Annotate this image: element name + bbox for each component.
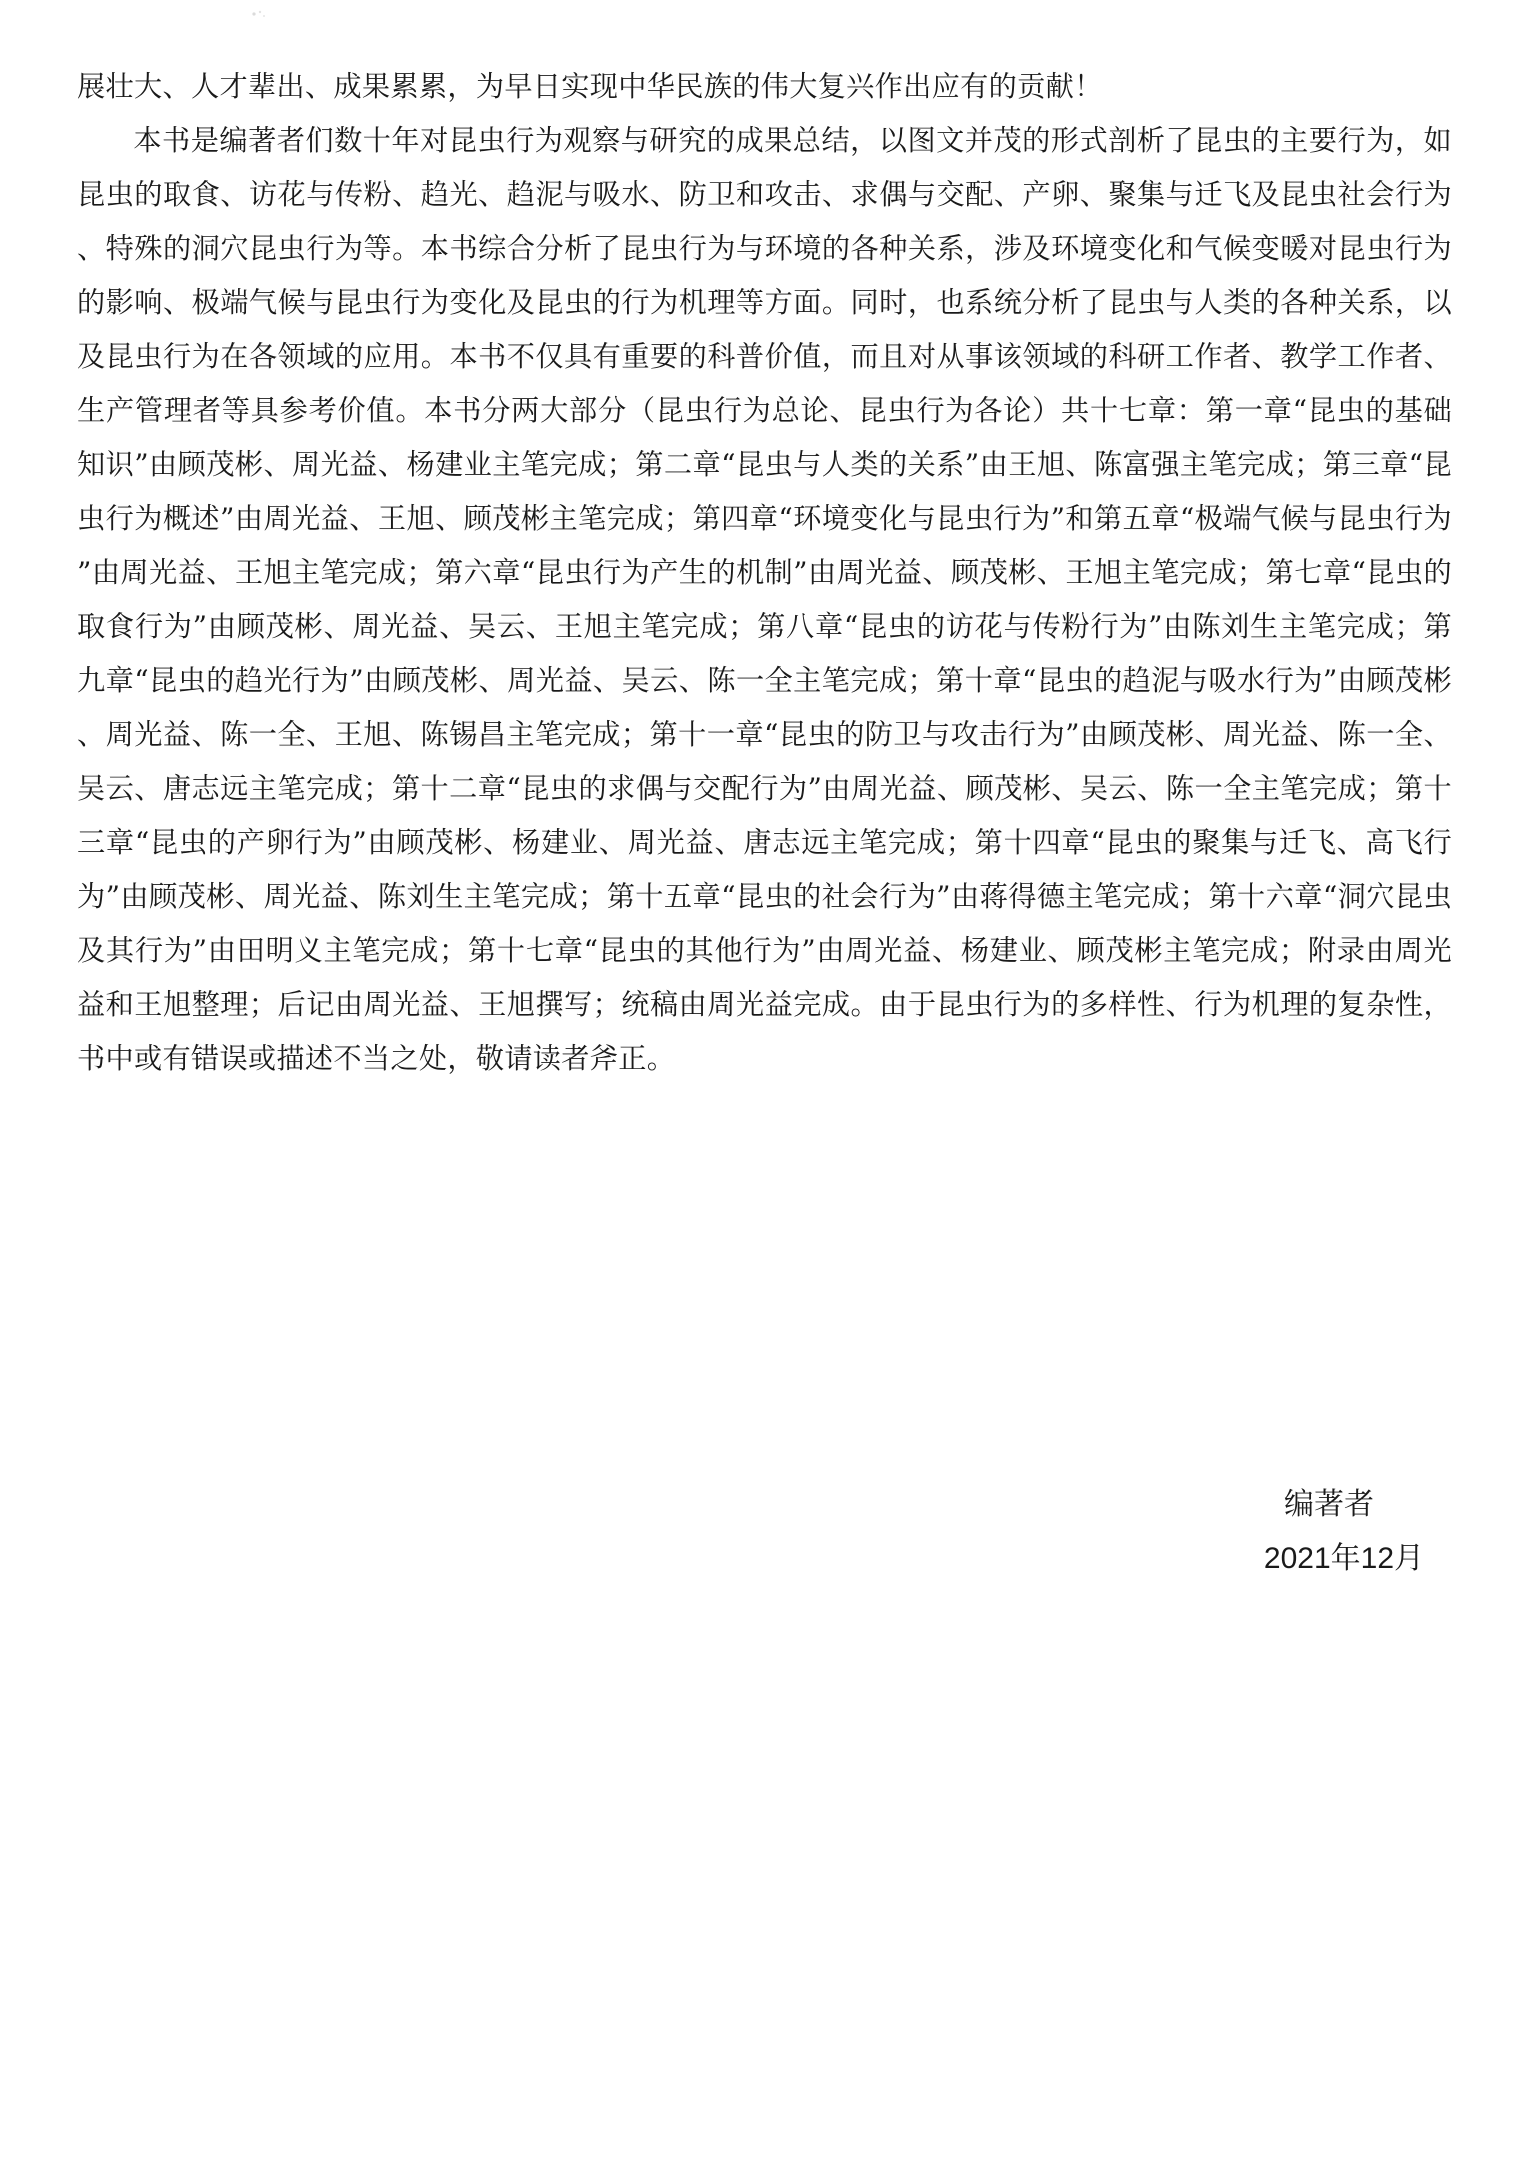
paragraph-continuation: 展壮大、人才辈出、成果累累，为早日实现中华民族的伟大复兴作出应有的贡献！	[77, 70, 1103, 103]
signature-author: 编著者	[1284, 1488, 1374, 1521]
scan-speck-mark	[250, 8, 268, 20]
signature-block	[1164, 1478, 1424, 1586]
body-text	[77, 60, 1452, 1086]
signature-date: 2021年12月	[1263, 1542, 1424, 1575]
paragraph-book-summary: 本书是编著者们数十年对昆虫行为观察与研究的成果总结，以图文并茂的形式剖析了昆虫的主要行为，如昆虫的取食、访花与传粉、趋光、趋泥与吸水、防卫和攻击、求偶与交配、产卵、聚集与迁飞及昆虫社会行为、特殊的洞穴昆虫行为等。本书综合分析了昆虫行为与环境的各种关系，涉及环境变化和气候变暖对昆虫行为的影响、极端气候与昆虫行为变化及昆虫的行为机理等方面。同时，也系统分析了昆虫与人类的各种关系，以及昆虫行为在各领域的应用。本书不仅具有重要的科普价值，而且对从事该领域的科研工作者、教学工作者、生产管理者等具参考价值。本书分两大部分（昆虫行为总论、昆虫行为各论）共十七章：第一章“昆虫的基础知识”由顾茂彬、周光益、杨建业主笔完成；第二章“昆虫与人类的关系”由王旭、陈富强主笔完成；第三章“昆虫行为概述”由周光益、王旭、顾茂彬主笔完成；第四章“环境变化与昆虫行为”和第五章“极端气候与昆虫行为”由周光益、王旭主笔完成；第六章“昆虫行为产生的机制”由周光益、顾茂彬、王旭主笔完成；第七章“昆虫的取食行为”由顾茂彬、周光益、吴云、王旭主笔完成；第八章“昆虫的访花与传粉行为”由陈刘生主笔完成；第九章“昆虫的趋光行为”由顾茂彬、周光益、吴云、陈一全主笔完成；第十章“昆虫的趋泥与吸水行为”由顾茂彬、周光益、陈一全、王旭、陈锡昌主笔完成；第十一章“昆虫的防卫与攻击行为”由顾茂彬、周光益、陈一全、吴云、唐志远主笔完成；第十二章“昆虫的求偶与交配行为”由周光益、顾茂彬、吴云、陈一全主笔完成；第十三章“昆虫的产卵行为”由顾茂彬、杨建业、周光益、唐志远主笔完成；第十四章“昆虫的聚集与迁飞、高飞行为”由顾茂彬、周光益、陈刘生主笔完成；第十五章“昆虫的社会行为”由蒋得德主笔完成；第十六章“洞穴昆虫及其行为”由田明义主笔完成；第十七章“昆虫的其他行为”由周光益、杨建业、顾茂彬主笔完成；附录由周光益和王旭整理；后记由周光益、王旭撰写；统稿由周光益完成。由于昆虫行为的多样性、行为机理的复杂性，书中或有错误或描述不当之处，敬请读者斧正。	[77, 124, 1452, 1075]
